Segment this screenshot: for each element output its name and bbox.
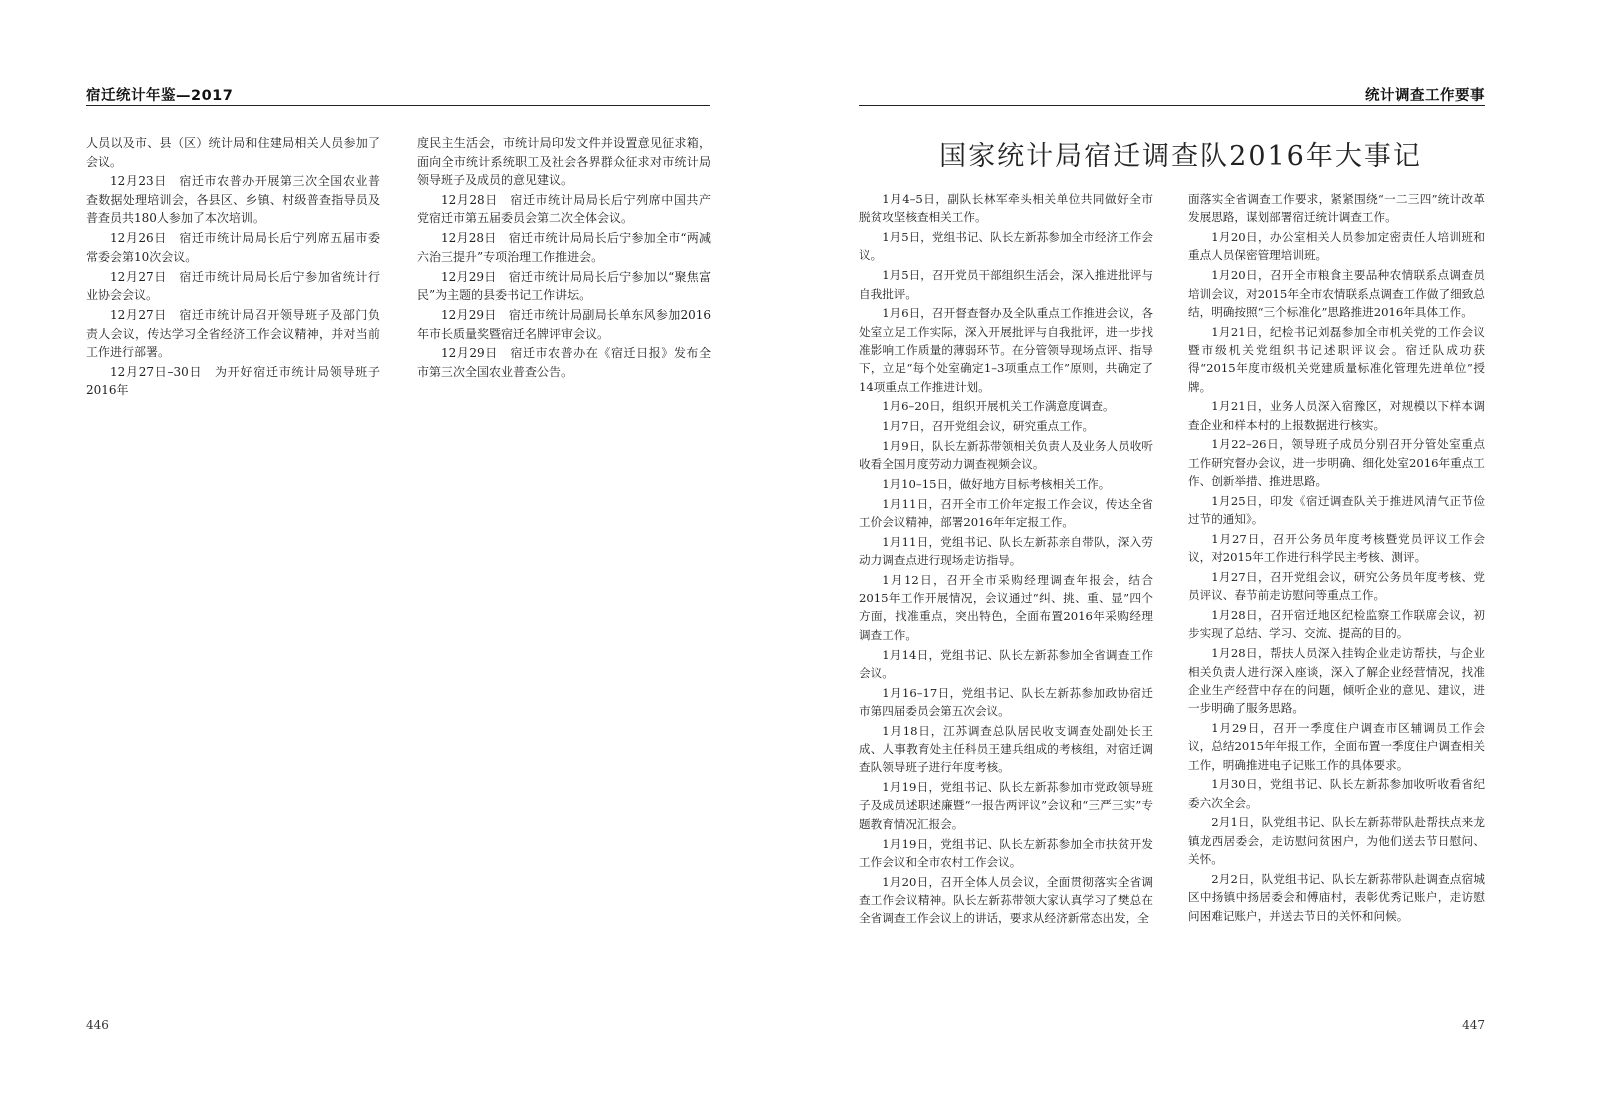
chronicle-entry: 1月10–15日，做好地方目标考核相关工作。	[882, 476, 1111, 491]
chronicle-entry: 1月29日，召开一季度住户调查市区辅调员工作会议，总结2015年年报工作，全面布置一季度住户调查相关工作，明确推进电子记账工作的具体要求。	[1188, 720, 1485, 772]
chronicle-entry: 面落实全省调查工作要求，紧紧围绕“一二三四”统计改革发展思路，谋划部署宿迁统计调查工作。	[1188, 192, 1485, 225]
chronicle-entry: 1月27日，召开党组会议，研究公务员年度考核、党员评议、春节前走访慰问等重点工作。	[1188, 570, 1485, 603]
chronicle-entry: 1月16–17日，党组书记、队长左新荪参加政协宿迁市第四届委员会第五次会议。	[859, 685, 1153, 718]
chronicle-entry: 2月1日，队党组书记、队长左新荪带队赴帮扶点来龙镇龙西居委会，走访慰问贫困户，为他们送去节日慰问、关怀。	[1188, 815, 1485, 867]
left-page-column-1	[86, 134, 380, 401]
chronicle-entry: 12月29日 宿迁市统计局副局长单东风参加2016年市长质量奖暨宿迁名牌评审会议。	[417, 308, 711, 341]
chronicle-entry: 1月19日，党组书记、队长左新荪参加全市扶贫开发工作会议和全市农村工作会议。	[859, 836, 1153, 869]
chronicle-entry: 1月22–26日，领导班子成员分别召开分管处室重点工作研究督办会议，进一步明确、细化处室2016年重点工作、创新举措、推进思路。	[1188, 437, 1485, 489]
chronicle-entry: 1月4–5日，副队长林军牵头相关单位共同做好全市脱贫攻坚核查相关工作。	[859, 192, 1153, 225]
running-header-left: 宿迁统计年鉴—2017	[86, 88, 234, 104]
header-rule-right	[859, 105, 1485, 106]
page-number-right: 447	[1462, 1018, 1485, 1032]
chronicle-entry: 1月21日，业务人员深入宿豫区，对规模以下样本调查企业和样本村的上报数据进行核实。	[1188, 399, 1485, 432]
chronicle-entry: 1月19日，党组书记、队长左新荪参加市党政领导班子及成员述职述廉暨“一报告两评议”会议和“三严三实”专题教育情况汇报会。	[859, 780, 1153, 831]
chronicle-entry: 12月23日 宿迁市农普办开展第三次全国农业普查数据处理培训会，各县区、乡镇、村级普查指导员及普查员共180人参加了本次培训。	[86, 174, 380, 226]
chronicle-entry: 1月30日，党组书记、队长左新荪参加收听收看省纪委六次全会。	[1188, 777, 1485, 810]
left-page-column-2	[417, 134, 711, 383]
chronicle-entry: 1月28日，召开宿迁地区纪检监察工作联席会议，初步实现了总结、学习、交流、提高的目的。	[1188, 608, 1485, 641]
chronicle-entry: 1月5日，党组书记、队长左新荪参加全市经济工作会议。	[859, 230, 1153, 263]
chronicle-entry: 12月27日 宿迁市统计局召开领导班子及部门负责人会议，传达学习全省经济工作会议精神，并对当前工作进行部署。	[86, 308, 380, 360]
chronicle-entry: 1月6日，召开督查督办及全队重点工作推进会议，各处室立足工作实际，深入开展批评与自我批评，进一步找准影响工作质量的薄弱环节。在分管领导现场点评、指导下，立足“每个处室确定1–3项重点工作”原则，共确定了14项重点工作推进计划。	[859, 306, 1153, 394]
chronicle-entry: 12月28日 宿迁市统计局局长后宁参加全市“两减六治三提升”专项治理工作推进会。	[417, 231, 711, 264]
chronicle-entry: 1月9日，队长左新荪带领相关负责人及业务人员收听收看全国月度劳动力调查视频会议。	[859, 438, 1153, 472]
chronicle-entry: 1月21日，纪检书记刘磊参加全市机关党的工作会议暨市级机关党组织书记述职评议会。宿迁队成功获得“2015年度市级机关党建质量标准化管理先进单位”授牌。	[1188, 324, 1485, 394]
chronicle-entry: 1月18日，江苏调查总队居民收支调查处副处长王成、人事教育处主任科员王建兵组成的考核组，对宿迁调查队领导班子进行年度考核。	[859, 723, 1153, 775]
right-page-column-1	[859, 190, 1153, 929]
chronicle-entry: 1月11日，党组书记、队长左新荪亲自带队，深入劳动力调查点进行现场走访指导。	[859, 534, 1153, 568]
chronicle-entry: 1月12日，召开全市采购经理调查年报会，结合2015年工作开展情况，会议通过“纠、挑、重、显”四个方面，找准重点，突出特色，全面布置2016年采购经理调查工作。	[859, 572, 1153, 642]
chronicle-entry: 12月29日 宿迁市统计局局长后宁参加以“聚焦富民”为主题的县委书记工作讲坛。	[417, 269, 711, 303]
header-rule-left	[86, 105, 710, 106]
chronicle-entry: 1月28日，帮扶人员深入挂钩企业走访帮扶，与企业相关负责人进行深入座谈，深入了解企业经营情况，找准企业生产经营中存在的问题，倾听企业的意见、建议，进一步明确了服务思路。	[1188, 646, 1485, 716]
chronicle-entry: 12月29日 宿迁市农普办在《宿迁日报》发布全市第三次全国农业普查公告。	[417, 346, 711, 379]
page-title: 国家统计局宿迁调查队2016年大事记	[939, 141, 1422, 172]
chronicle-entry: 1月7日，召开党组会议，研究重点工作。	[882, 419, 1095, 434]
chronicle-entry: 1月20日，办公室相关人员参加定密责任人培训班和重点人员保密管理培训班。	[1188, 230, 1485, 263]
chronicle-entry: 1月5日，召开党员干部组织生活会，深入推进批评与自我批评。	[859, 268, 1153, 301]
chronicle-entry: 人员以及市、县（区）统计局和住建局相关人员参加了会议。	[86, 136, 380, 169]
chronicle-entry: 12月28日 宿迁市统计局局长后宁列席中国共产党宿迁市第五届委员会第二次全体会议。	[417, 192, 711, 226]
chronicle-entry: 1月14日，党组书记、队长左新荪参加全省调查工作会议。	[859, 647, 1153, 680]
chronicle-entry: 1月20日，召开全体人员会议，全面贯彻落实全省调查工作会议精神。队长左新荪带领大家认真学习了樊总在全省调查工作会议上的讲话，要求从经济新常态出发，全	[859, 874, 1153, 926]
chronicle-entry: 12月26日 宿迁市统计局局长后宁列席五届市委常委会第10次会议。	[86, 231, 380, 264]
chronicle-entry: 1月25日，印发《宿迁调查队关于推进风清气正节俭过节的通知》。	[1188, 493, 1485, 527]
right-page-column-2	[1188, 190, 1485, 926]
chronicle-entry: 1月20日，召开全市粮食主要品种农情联系点调查员培训会议，对2015年全市农情联系点调查工作做了细致总结，明确按照“三个标准化”思路推进2016年具体工作。	[1188, 268, 1485, 319]
page-number-left: 446	[86, 1018, 109, 1032]
chronicle-entry: 1月11日，召开全市工价年定报工作会议，传达全省工价会议精神，部署2016年年定报工作。	[859, 496, 1153, 529]
chronicle-entry: 度民主生活会，市统计局印发文件并设置意见征求箱，面向全市统计系统职工及社会各界群众征求对市统计局领导班子及成员的意见建议。	[417, 136, 711, 187]
chronicle-entry: 2月2日，队党组书记、队长左新荪带队赴调查点宿城区中扬镇中扬居委会和傅庙村，表彰优秀记账户，走访慰问困难记账户，并送去节日的关怀和问候。	[1188, 871, 1485, 923]
chronicle-entry: 1月6–20日，组织开展机关工作满意度调查。	[882, 399, 1115, 414]
chronicle-entry: 1月27日，召开公务员年度考核暨党员评议工作会议，对2015年工作进行科学民主考核、测评。	[1188, 531, 1485, 565]
running-header-right: 统计调查工作要事	[1365, 88, 1485, 104]
chronicle-entry: 12月27日 宿迁市统计局局长后宁参加省统计行业协会会议。	[86, 269, 380, 303]
right-page	[800, 0, 1609, 1099]
left-page	[0, 0, 800, 1099]
chronicle-entry: 12月27日–30日 为开好宿迁市统计局领导班子2016年	[86, 364, 380, 398]
